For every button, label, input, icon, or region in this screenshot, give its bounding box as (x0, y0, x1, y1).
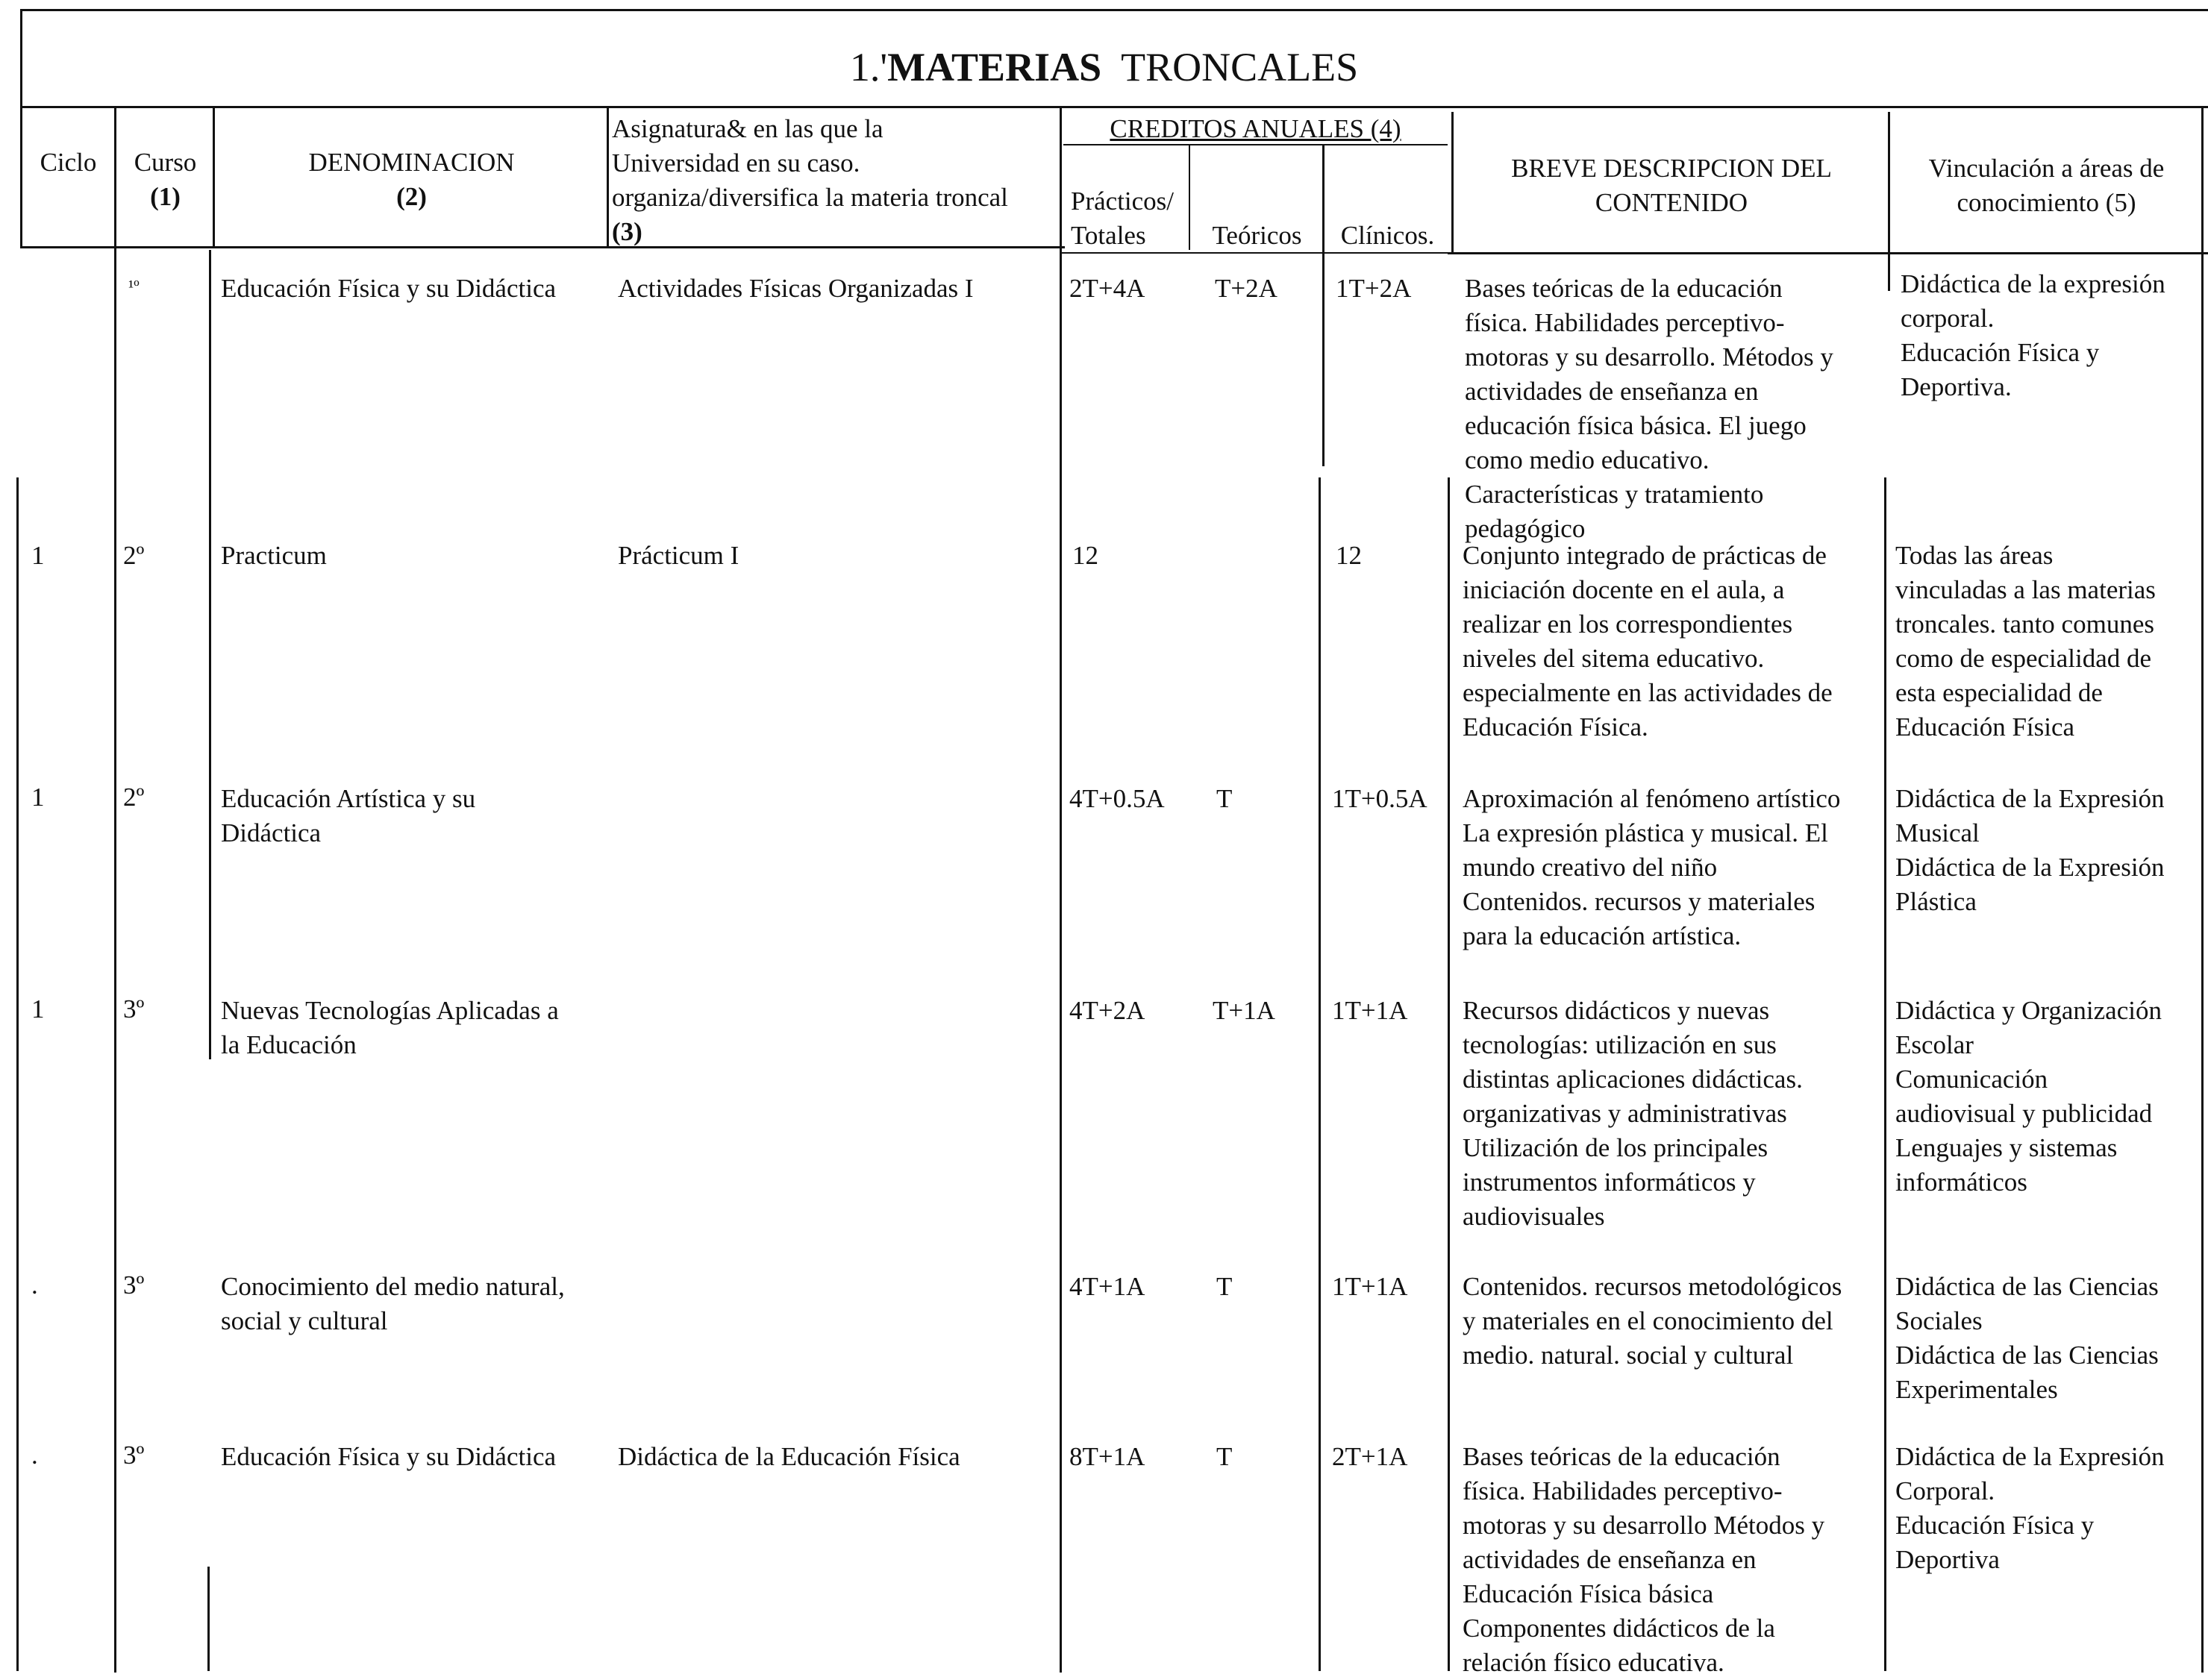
row3-denominacion: Educación Artística y su Didáctica (221, 784, 476, 847)
row2-ciclo: 1 (31, 541, 45, 570)
col-line-curso (114, 106, 116, 1673)
table-top-border (20, 9, 2208, 11)
row6-teoricos: T (1216, 1442, 1233, 1471)
row4-teoricos: T+1A (1213, 996, 1275, 1025)
row5-teoricos: T (1216, 1272, 1233, 1301)
row3-ciclo: 1 (31, 783, 45, 812)
header-denominacion-text: DENOMINACION (308, 148, 515, 177)
row4-curso: 3º (123, 994, 145, 1024)
header-curso-text: Curso (134, 148, 197, 177)
col-line-descripcion-lower (1448, 477, 1450, 1671)
row4-clinicos: 1T+1A (1332, 996, 1408, 1025)
row3-clinicos: 1T+0.5A (1332, 784, 1427, 813)
header-curso-note: (1) (150, 182, 181, 211)
header-vinculacion (1892, 151, 2201, 220)
title-rest: TRONCALES (1121, 45, 1359, 90)
row3-curso: 2º (123, 783, 145, 812)
header-curso (118, 145, 213, 214)
header-totales-text: Totales (1071, 221, 1146, 250)
row4-vinculacion: Didáctica y Organización Escolar Comunicación audiovisual y publicidad Lenguajes y sistemas informáticos (1895, 996, 2162, 1197)
row2-descripcion: Conjunto integrado de prácticas de iniciación docente en el aula, a realizar en los correspondientes niveles del sitema educativo. especialmente en las actividades de Educación Física. (1463, 541, 1833, 742)
row5-totales: 4T+1A (1069, 1272, 1145, 1301)
row2-vinculacion: Todas las áreas vinculadas a las materias troncales. tanto comunes como de especialidad de esta especialidad de Educación Física (1895, 541, 2156, 742)
header-vinculacion-line2: conocimiento (5) (1957, 188, 2136, 217)
header-ciclo (22, 145, 114, 180)
table-left-border-lower (16, 477, 19, 1671)
col-line-vinculacion-lower (1884, 477, 1886, 1671)
col-line-vinculacion (1888, 112, 1890, 291)
row3-teoricos: T (1216, 784, 1233, 813)
header-descripcion-line1: BREVE DESCRIPCION DEL (1511, 154, 1832, 183)
header-descripcion (1455, 151, 1888, 220)
row6-clinicos: 2T+1A (1332, 1442, 1408, 1471)
row6-totales: 8T+1A (1069, 1442, 1145, 1471)
col-line-denominacion (213, 106, 215, 246)
header-denominacion-note: (2) (396, 182, 427, 211)
row1-asignatura: Actividades Físicas Organizadas I (618, 274, 974, 303)
row1-curso: ¹º (128, 278, 140, 297)
row2-totales: 12 (1072, 541, 1098, 570)
row1-teoricos: T+2A (1215, 274, 1277, 303)
page-title (0, 37, 2208, 97)
header-bottom-rule-right (1448, 252, 2208, 254)
table-left-border (20, 9, 22, 248)
header-asignatura-line2: Universidad en su caso. (612, 148, 860, 178)
col-line-clinicos-lower (1319, 477, 1321, 1671)
header-asignatura (612, 112, 1060, 249)
header-top-rule (20, 106, 2208, 108)
row5-clinicos: 1T+1A (1332, 1272, 1408, 1301)
row6-asignatura: Didáctica de la Educación Física (618, 1442, 960, 1471)
header-asignatura-line1: Asignatura& en las que la (612, 114, 883, 143)
header-asignatura-line3: organiza/diversifica la materia troncal (612, 183, 1008, 212)
row5-curso: 3º (123, 1270, 145, 1300)
row6-vinculacion: Didáctica de la Expresión Corporal. Educación Física y Deportiva (1895, 1442, 2165, 1574)
header-vinculacion-line1: Vinculación a áreas de (1928, 154, 2165, 183)
header-practicos-text: Prácticos/ (1071, 187, 1175, 216)
header-teoricos-text: Teóricos (1212, 221, 1302, 250)
row1-clinicos: 1T+2A (1336, 274, 1412, 303)
header-creditos-text: CREDITOS ANUALES (4) (1110, 114, 1401, 143)
row1-vinculacion: Didáctica de la expresión corporal. Educación Física y Deportiva. (1901, 269, 2165, 401)
header-clinicos (1326, 219, 1449, 253)
header-denominacion (216, 145, 607, 214)
row5-vinculacion: Didáctica de las Ciencias Sociales Didáctica de las Ciencias Experimentales (1895, 1272, 2159, 1404)
col-line-denominacion-tail (207, 1567, 210, 1671)
row5-denominacion: Conocimiento del medio natural, social y cultural (221, 1272, 565, 1335)
row1-descripcion: Bases teóricas de la educación física. Habilidades perceptivo- motoras y su desarrollo. Métodos y actividades de enseñanza en educación física básica. El juego como medio educativo. Características y tratamiento pedagógico (1465, 274, 1833, 543)
row5-ciclo: . (31, 1270, 38, 1300)
row4-totales: 4T+2A (1069, 996, 1145, 1025)
row3-vinculacion: Didáctica de la Expresión Musical Didáctica de la Expresión Plástica (1895, 784, 2165, 916)
row6-descripcion: Bases teóricas de la educación física. Habilidades perceptivo- motoras y su desarrollo Métodos y actividades de enseñanza en Educación Física básica Componentes didácticos de la relación físico educativa. (1463, 1442, 1825, 1677)
header-descripcion-line2: CONTENIDO (1595, 188, 1748, 217)
row6-denominacion: Educación Física y su Didáctica (221, 1442, 557, 1471)
title-number: 1.' (849, 45, 888, 90)
row4-descripcion: Recursos didácticos y nuevas tecnologías: utilización en sus distintas aplicaciones didácticas. organizativas y administrativas Utilización de los principales instrumentos informáticos y audiovisuales (1463, 996, 1803, 1231)
row5-descripcion: Contenidos. recursos metodológicos y materiales en el conocimiento del medio. natural. social y cultural (1463, 1272, 1842, 1370)
row1-denominacion: Educación Física y su Didáctica (221, 274, 557, 303)
header-creditos (1063, 112, 1448, 146)
row2-clinicos: 12 (1336, 541, 1362, 570)
col-line-totales (1060, 106, 1062, 1673)
header-clinicos-text: Clínicos. (1340, 221, 1435, 250)
row4-denominacion: Nuevas Tecnologías Aplicadas a la Educación (221, 996, 559, 1059)
row2-asignatura: Prácticum I (618, 541, 739, 570)
row2-denominacion: Practicum (221, 541, 327, 570)
row4-ciclo: 1 (31, 994, 45, 1024)
header-asignatura-note: (3) (612, 217, 642, 246)
col-line-descripcion (1451, 112, 1454, 254)
row2-curso: 2º (123, 541, 145, 570)
header-ciclo-text: Ciclo (40, 148, 97, 177)
header-totales (1071, 184, 1190, 253)
col-line-denominacion-lower (209, 250, 211, 1059)
row6-curso: 3º (123, 1441, 145, 1470)
row3-descripcion: Aproximación al fenómeno artístico La expresión plástica y musical. El mundo creativo del niño Contenidos. recursos y materiales para la educación artística. (1463, 784, 1841, 950)
col-line-clinicos (1322, 145, 1325, 466)
row1-totales: 2T+4A (1069, 274, 1145, 303)
col-line-asignatura (607, 106, 609, 248)
row6-ciclo: . (31, 1441, 38, 1470)
row3-totales: 4T+0.5A (1069, 784, 1165, 813)
header-teoricos (1192, 219, 1322, 253)
title-bold: MATERIAS (887, 45, 1102, 90)
